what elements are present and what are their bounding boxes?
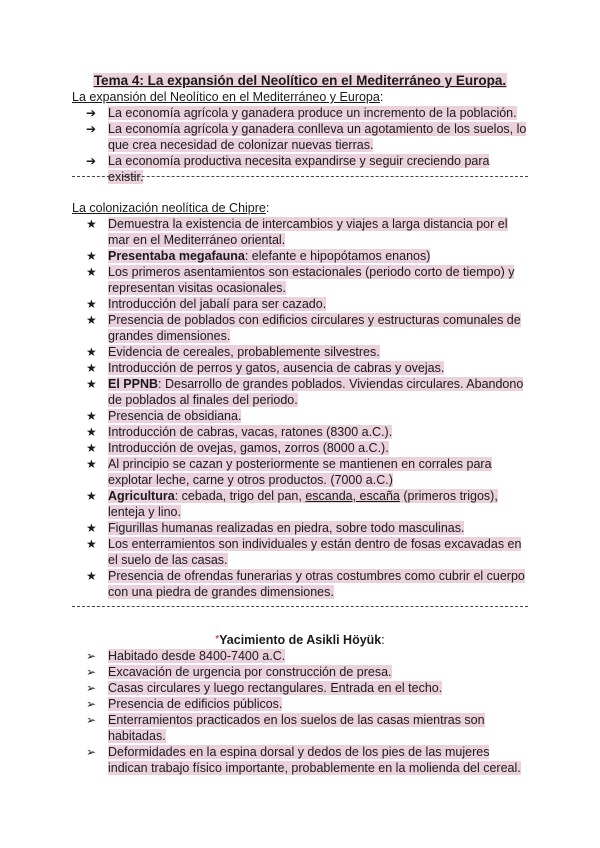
star-bullet-icon: ★ xyxy=(86,537,97,551)
list-item: ★ Presencia de ofrendas funerarias y otras costumbres como cubrir el cuerpo con una piedra de grandes dimensiones. xyxy=(86,569,525,599)
asterisk-marker-icon: * xyxy=(215,634,220,645)
list-item: ★ Introducción de cabras, vacas, ratones (8300 a.C.). xyxy=(86,425,393,439)
list-item: ➢ Presencia de edificios públicos. xyxy=(86,697,283,711)
star-bullet-icon: ★ xyxy=(86,377,97,391)
list-item: ★ Los enterramientos son individuales y están dentro de fosas excavadas en el suelo de las casas. xyxy=(86,537,522,567)
list-item: ★ El PPNB: Desarrollo de grandes poblados. Viviendas circulares. Abandono de poblados al finales del periodo. xyxy=(86,377,524,407)
expansion-list xyxy=(72,105,528,185)
list-item: ➢ Casas circulares y luego rectangulares. Entrada en el techo. xyxy=(86,681,443,695)
arrow-bullet-icon: ➔ xyxy=(86,154,97,168)
arrowhead-bullet-icon: ➢ xyxy=(86,697,97,711)
list-item: ➢ Enterramientos practicados en los suelos de las casas mientras son habitadas. xyxy=(86,713,485,743)
list-item: ★ Los primeros asentamientos son estacionales (periodo corto de tiempo) y representan visitas ocasionales. xyxy=(86,265,515,295)
document-title: Tema 4: La expansión del Neolítico en el Mediterráneo y Europa. xyxy=(93,73,507,88)
list-item: ★ Introducción del jabalí para ser cazado. xyxy=(86,297,327,311)
list-item: ★ Evidencia de cereales, probablemente silvestres. xyxy=(86,345,380,359)
star-bullet-icon: ★ xyxy=(86,217,97,231)
star-bullet-icon: ★ xyxy=(86,425,97,439)
star-bullet-icon: ★ xyxy=(86,489,97,503)
list-item: ➢ Deformidades en la espina dorsal y dedos de los pies de las mujeres indican trabajo físico importante, probablemente en la molienda del cereal. xyxy=(86,745,521,775)
star-bullet-icon: ★ xyxy=(86,569,97,583)
star-bullet-icon: ★ xyxy=(86,297,97,311)
list-item: ★ Presencia de poblados con edificios circulares y estructuras comunales de grandes dimensiones. xyxy=(86,313,521,343)
list-item: ➔ La economía productiva necesita expandirse y seguir creciendo para existir. xyxy=(86,154,490,184)
star-bullet-icon: ★ xyxy=(86,441,97,455)
list-item: ★ Introducción de perros y gatos, ausencia de cabras y ovejas. xyxy=(86,361,445,375)
section-heading-asikli: *Yacimiento de Asikli Höyük: xyxy=(215,633,385,647)
list-item: ➔ La economía agrícola y ganadera produce un incremento de la población. xyxy=(86,106,517,120)
star-bullet-icon: ★ xyxy=(86,361,97,375)
arrow-bullet-icon: ➔ xyxy=(86,122,97,136)
list-item: ➢ Excavación de urgencia por construcción de presa. xyxy=(86,665,392,679)
section-heading-chipre: La colonización neolítica de Chipre: xyxy=(72,201,270,215)
list-item: ★ Agricultura: cebada, trigo del pan, escanda, escaña (primeros trigos), lenteja y lino. xyxy=(86,489,498,519)
chipre-list xyxy=(72,216,528,600)
arrow-bullet-icon: ➔ xyxy=(86,106,97,120)
asikli-list xyxy=(72,648,528,776)
arrowhead-bullet-icon: ➢ xyxy=(86,665,97,679)
list-item: ★ Introducción de ovejas, gamos, zorros (8000 a.C.). xyxy=(86,441,389,455)
dashed-divider xyxy=(72,176,528,179)
list-item: ★ Presentaba megafauna: elefante e hipopótamos enanos) xyxy=(86,249,431,263)
list-item: ★ Al principio se cazan y posteriormente se mantienen en corrales para explotar leche, carne y otros productos. (7000 a.C.) xyxy=(86,457,492,487)
star-bullet-icon: ★ xyxy=(86,521,97,535)
star-bullet-icon: ★ xyxy=(86,457,97,471)
section-heading-expansion: La expansión del Neolítico en el Mediterráneo y Europa: xyxy=(72,90,384,104)
star-bullet-icon: ★ xyxy=(86,345,97,359)
arrowhead-bullet-icon: ➢ xyxy=(86,745,97,759)
list-item: ★ Demuestra la existencia de intercambios y viajes a larga distancia por el mar en el Mediterráneo oriental. xyxy=(86,217,508,247)
star-bullet-icon: ★ xyxy=(86,249,97,263)
dashed-divider xyxy=(72,606,528,609)
arrowhead-bullet-icon: ➢ xyxy=(86,681,97,695)
arrowhead-bullet-icon: ➢ xyxy=(86,713,97,727)
list-item: ➢ Habitado desde 8400-7400 a.C. xyxy=(86,649,286,663)
list-item: ★ Presencia de obsidiana. xyxy=(86,409,242,423)
star-bullet-icon: ★ xyxy=(86,313,97,327)
list-item: ★ Figurillas humanas realizadas en piedra, sobre todo masculinas. xyxy=(86,521,465,535)
star-bullet-icon: ★ xyxy=(86,409,97,423)
arrowhead-bullet-icon: ➢ xyxy=(86,649,97,663)
star-bullet-icon: ★ xyxy=(86,265,97,279)
list-item: ➔ La economía agrícola y ganadera conlleva un agotamiento de los suelos, lo que crea necesidad de colonizar nuevas tierras. xyxy=(86,122,527,152)
